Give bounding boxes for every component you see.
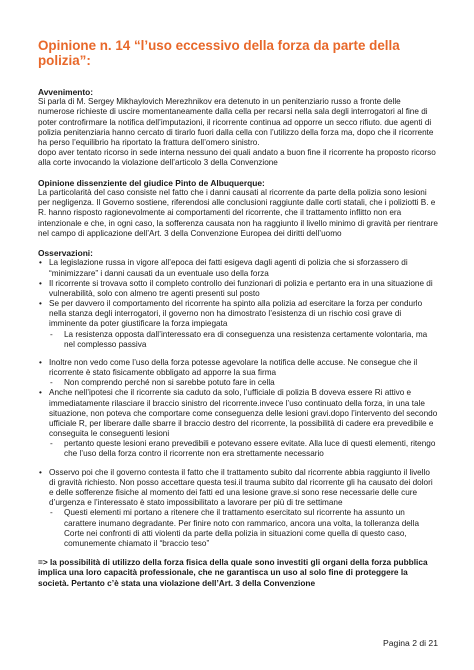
opinione-heading: Opinione dissenziente del giudice Pinto de Albuquerque:	[38, 177, 265, 188]
sub-list-item: - Questi elementi mi portano a ritenere che il trattamento esercitato sul ricorrente ha assunto un carattere inumano degradante. Per finire noto con rammarico, ancora una volta, la tolleranza della Corte nei confronti di atti violenti da parte della polizia in situazioni come quella di questo caso, comunemente chiamato il “braccio teso”	[38, 508, 438, 549]
avvenimento-text: Si parla di M. Sergey Mikhaylovich Merezhnikov era detenuto in un penitenziario russo a fronte delle numerose richieste di uscire momentaneamente dalla cella per recarsi nella sala degli interrogatori al fine di poter controfirmare la notifica dell’imputazioni, il ricorrente continua ad opporre un secco rifiuto. due agenti di polizia penitenziaria hanno cercato di tirarlo fuori dalla cella con l’utilizzo della forza ma, dopo che il ricorrente ha perso l’equilibrio ha riportato la frattura dell’omero sinistro.	[38, 97, 434, 147]
list-item: • Inoltre non vedo come l’uso della forza potesse agevolare la notifica delle accuse. Ne consegue che il ricorrente è stato fisicamente obbligato ad apporre la sua firma	[38, 358, 438, 378]
list-gap	[38, 350, 438, 358]
observations-list-2	[38, 358, 438, 460]
conclusion-text: => la possibilità di utilizzo della forza fisica della quale sono investiti gli organi della forza pubblica implica una loro capacità professionale, che ne garantisca un uso al solo fine di proteggere la società. Pertanto c’è stata una violazione dell’Art. 3 della Convenzione	[38, 557, 428, 588]
opinione-text: La particolarità del caso consiste nel fatto che i danni causati al ricorrente da parte della polizia sono lesioni per negligenza. Il Governo sostiene, riferendosi alle conclusioni raggiunte dalle corti statali, che i poliziotti B. e R. hanno risposto ragionevolmente ai comportamenti del ricorrente, che il trattamento inflitto non era intenzionale e che, in ogni caso, la sofferenza causata non ha raggiunto il livello minimo di gravità per rientrare nel campo di applicazione dell’Art. 3 della Convenzione Europea dei diritti dell’uomo	[38, 188, 438, 238]
list-item: • Se per davvero il comportamento del ricorrente ha spinto alla polizia ad esercitare la forza per condurlo nella stanza degli interrogatori, il governo non ha dimostrato l’esistenza di un rischio così grave di imminente da poter giustificare la forza impiegata	[38, 299, 438, 330]
osservazioni-heading: Osservazioni:	[38, 247, 93, 258]
sub-list-item: - pertanto queste lesioni erano prevedibili e potevano essere evitate. Alla luce di questi elementi, ritengo che l’uso della forza contro il ricorrente non era strettamente necessario	[38, 439, 438, 459]
list-item: • Anche nell’ipotesi che il ricorrente sia caduto da solo, l’ufficiale di polizia B doveva essere Ri attivo e immediatamente rilasciare il braccio sinistro del ricorrente.invece l’uso continuato della forza, in una tale situazione, non poteva che comportare come conseguenza delle lesioni gravi.dopo l’intervento del secondo ufficiale R, per liberare dalle sbarre il braccio destro del ricorrente, la possibilità di cadere era prevedibile e conseguita le conseguenti lesioni	[38, 388, 438, 439]
sub-list-item: - La resistenza opposta dall’interessato era di conseguenza una resistenza certamente volontaria, ma nel complesso passiva	[38, 330, 438, 350]
list-item: • La legislazione russa in vigore all’epoca dei fatti esigeva dagli agenti di polizia che si sforzassero di “minimizzare” i danni causati da un eventuale uso della forza	[38, 258, 438, 278]
list-item: • Osservo poi che il governo contesta il fatto che il trattamento subito dal ricorrente abbia raggiunto il livello di gravità richiesto. Non posso accettare questa tesi.il trauma subito dal ricorrente gli ha causato dei dolori e delle sofferenze fisiche al momento dei fatti ed una lesione grave.si sono rese necessarie delle cure d’urgenza e l’interessato è stato impossibilitato a lavorare per più di tre settimane	[38, 468, 438, 509]
list-gap	[38, 460, 438, 468]
avvenimento-heading: Avvenimento:	[38, 86, 94, 97]
observations-list-1	[38, 258, 438, 350]
spacer	[38, 239, 438, 248]
observations-list-3	[38, 468, 438, 549]
sub-list-item: - Non comprendo perché non si sarebbe potuto fare in cella	[38, 378, 438, 388]
avvenimento-text-2: dopo aver tentato ricorso in sede interna nessuno dei quali andato a buon fine il ricorrente ha proposto ricorso alla corte invocando la violazione dell’articolo 3 della Convenzione	[38, 148, 436, 168]
list-item: • Il ricorrente si trovava sotto il completo controllo dei funzionari di polizia e pertanto era in una situazione di vulnerabilità, solo con almeno tre agenti presenti sul posto	[38, 279, 438, 299]
list-gap	[38, 549, 438, 557]
spacer	[38, 169, 438, 178]
page-title: Opinione n. 14 “l’uso eccessivo della forza da parte della polizia”:	[38, 38, 400, 69]
page-number: Pagina 2 di 21	[383, 638, 438, 648]
